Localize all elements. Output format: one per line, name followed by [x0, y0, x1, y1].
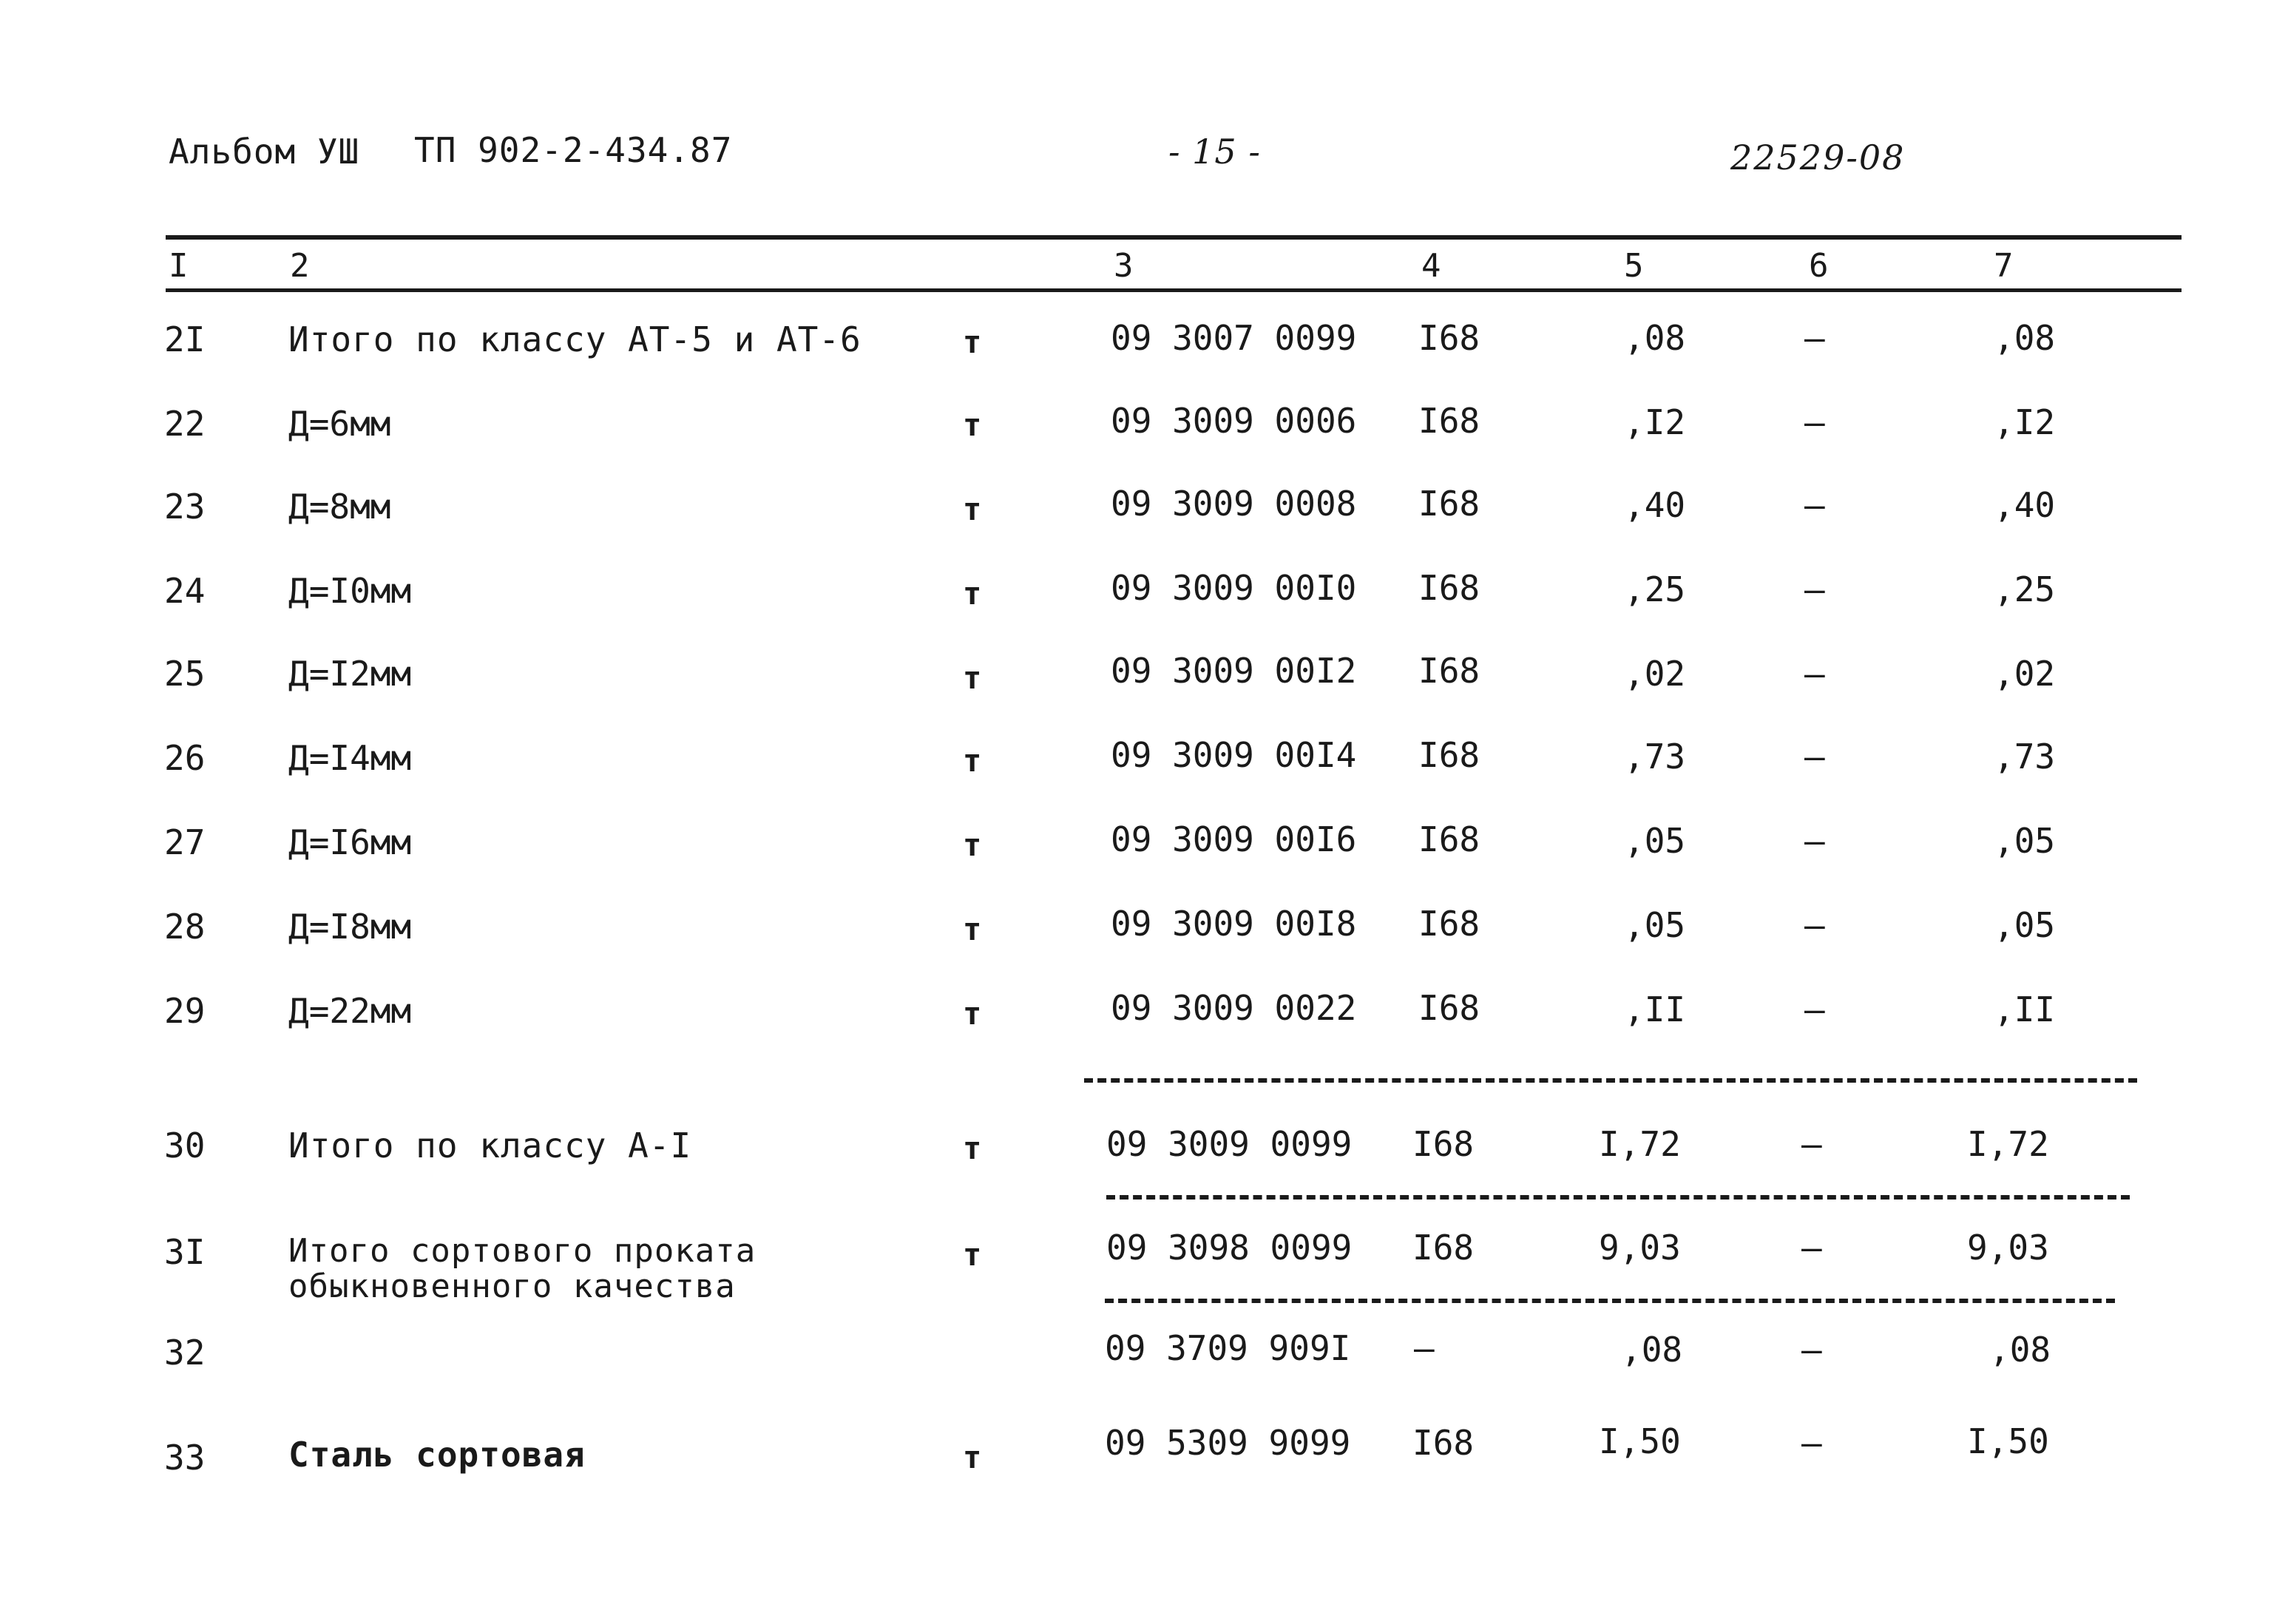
row-col5: I,72 — [1599, 1124, 1681, 1164]
row-unit: т — [963, 995, 982, 1032]
row-col7: I,72 — [1967, 1124, 2049, 1164]
row-number: 32 — [164, 1333, 206, 1373]
row-col6: – — [1804, 737, 1825, 777]
row-number: 26 — [164, 738, 206, 778]
row-number: 27 — [164, 822, 206, 862]
row-col7: ,05 — [1994, 905, 2056, 945]
row-col5: I,50 — [1599, 1421, 1681, 1461]
row-number: 33 — [164, 1438, 206, 1478]
row-col4: I68 — [1418, 988, 1480, 1028]
row-col5: ,05 — [1624, 821, 1686, 861]
row-name: Д=22мм — [288, 991, 412, 1031]
row-col5: ,I2 — [1624, 402, 1686, 442]
row-col6: – — [1804, 402, 1825, 442]
row-code: 09 3009 0099 — [1106, 1124, 1353, 1164]
row-number: 2I — [164, 319, 206, 359]
row-code: 09 3098 0099 — [1106, 1228, 1353, 1268]
row-unit: т — [963, 660, 982, 696]
row-col6: – — [1801, 1330, 1822, 1370]
row-code: 09 3009 0022 — [1111, 988, 1357, 1028]
row-name: Итого по классу АТ-5 и АТ-6 — [288, 319, 862, 359]
row-col5: ,02 — [1624, 654, 1686, 694]
row-number: 24 — [164, 571, 206, 611]
table-header-rule — [166, 288, 2182, 292]
row-col5: ,08 — [1624, 318, 1686, 358]
row-col4: I68 — [1418, 819, 1480, 859]
row-unit: т — [963, 1236, 982, 1273]
row-col5: ,05 — [1624, 905, 1686, 945]
row-unit: т — [963, 827, 982, 863]
row-col5: ,08 — [1621, 1330, 1683, 1370]
row-col6: – — [1801, 1423, 1822, 1463]
row-col7: ,73 — [1994, 737, 2056, 777]
row-code: 09 3009 0006 — [1111, 401, 1357, 441]
row-col7: ,40 — [1994, 485, 2056, 525]
row-col4: I68 — [1418, 568, 1480, 608]
column-header-1: I — [169, 247, 189, 285]
column-header-7: 7 — [1994, 247, 2014, 285]
row-col5: ,25 — [1624, 569, 1686, 609]
row-col6: – — [1804, 905, 1825, 945]
row-number: 23 — [164, 487, 206, 527]
row-col7: ,02 — [1994, 654, 2056, 694]
row-code: 09 3009 0008 — [1111, 484, 1357, 524]
column-header-5: 5 — [1624, 247, 1644, 285]
row-col6: – — [1804, 569, 1825, 609]
row-unit: т — [963, 742, 982, 779]
row-number: 22 — [164, 404, 206, 444]
row-name: Д=I4мм — [288, 738, 412, 778]
row-col6: – — [1801, 1124, 1822, 1164]
row-col6: – — [1804, 654, 1825, 694]
row-number: 30 — [164, 1126, 206, 1165]
row-name: Сталь сортовая — [288, 1435, 586, 1475]
row-unit: т — [963, 911, 982, 947]
row-col4: I68 — [1412, 1124, 1475, 1164]
row-col7: ,I2 — [1994, 402, 2056, 442]
row-col4: I68 — [1418, 484, 1480, 524]
table-top-rule — [166, 235, 2182, 240]
row-name: Д=6мм — [288, 404, 391, 444]
row-code: 09 3009 00I6 — [1111, 819, 1357, 859]
column-header-3: 3 — [1114, 247, 1134, 285]
row-number: 25 — [164, 654, 206, 694]
row-col6: – — [1804, 821, 1825, 861]
row-col5: 9,03 — [1599, 1228, 1681, 1268]
dashed-separator — [1105, 1299, 2115, 1303]
row-name: Д=I2мм — [288, 654, 412, 694]
row-col7: ,II — [1994, 989, 2056, 1029]
row-col6: – — [1801, 1228, 1822, 1268]
row-col6: – — [1804, 318, 1825, 358]
row-number: 3I — [164, 1232, 206, 1272]
row-col5: ,40 — [1624, 485, 1686, 525]
project-code: ТП 902-2-434.87 — [414, 130, 733, 170]
row-col4: I68 — [1412, 1423, 1475, 1463]
row-unit: т — [963, 324, 982, 360]
row-col7: I,50 — [1967, 1421, 2049, 1461]
row-name: Д=I6мм — [288, 822, 412, 862]
document-number: 22529-08 — [1730, 138, 1906, 177]
row-col4: I68 — [1418, 318, 1480, 358]
row-unit: т — [963, 575, 982, 612]
row-code: 09 3007 0099 — [1111, 318, 1357, 358]
row-col4: I68 — [1418, 401, 1480, 441]
page-number: - 15 - — [1168, 132, 1261, 172]
column-header-6: 6 — [1809, 247, 1829, 285]
row-number: 28 — [164, 907, 206, 947]
row-code: 09 3009 00I0 — [1111, 568, 1357, 608]
dashed-separator — [1106, 1195, 2130, 1200]
row-col5: ,II — [1624, 989, 1686, 1029]
row-col4: I68 — [1418, 904, 1480, 944]
row-col7: ,08 — [1994, 318, 2056, 358]
row-col7: ,25 — [1994, 569, 2056, 609]
row-unit: т — [963, 1439, 982, 1475]
row-name: Д=8мм — [288, 487, 391, 527]
row-col6: – — [1804, 485, 1825, 525]
row-col4: I68 — [1412, 1228, 1475, 1268]
row-col4: I68 — [1418, 651, 1480, 691]
row-name: Итого сортового проката обыкновенного качества — [288, 1232, 757, 1305]
row-code: 09 3009 00I8 — [1111, 904, 1357, 944]
row-col4: – — [1414, 1328, 1435, 1368]
row-name: Итого по классу А-I — [288, 1126, 692, 1165]
row-col6: – — [1804, 989, 1825, 1029]
row-col7: ,05 — [1994, 821, 2056, 861]
row-code: 09 5309 9099 — [1105, 1423, 1351, 1463]
row-code: 09 3709 909I — [1105, 1328, 1351, 1368]
column-header-4: 4 — [1421, 247, 1441, 285]
album-label: Альбом УШ — [169, 132, 360, 172]
row-col7: 9,03 — [1967, 1228, 2049, 1268]
row-code: 09 3009 00I4 — [1111, 735, 1357, 775]
row-unit: т — [963, 407, 982, 443]
dashed-separator — [1084, 1078, 2137, 1083]
row-name: Д=I0мм — [288, 571, 412, 611]
row-col5: ,73 — [1624, 737, 1686, 777]
row-number: 29 — [164, 991, 206, 1031]
row-unit: т — [963, 491, 982, 527]
column-header-2: 2 — [290, 247, 310, 285]
row-col7: ,08 — [1989, 1330, 2051, 1370]
row-unit: т — [963, 1130, 982, 1166]
row-col4: I68 — [1418, 735, 1480, 775]
row-name: Д=I8мм — [288, 907, 412, 947]
row-code: 09 3009 00I2 — [1111, 651, 1357, 691]
